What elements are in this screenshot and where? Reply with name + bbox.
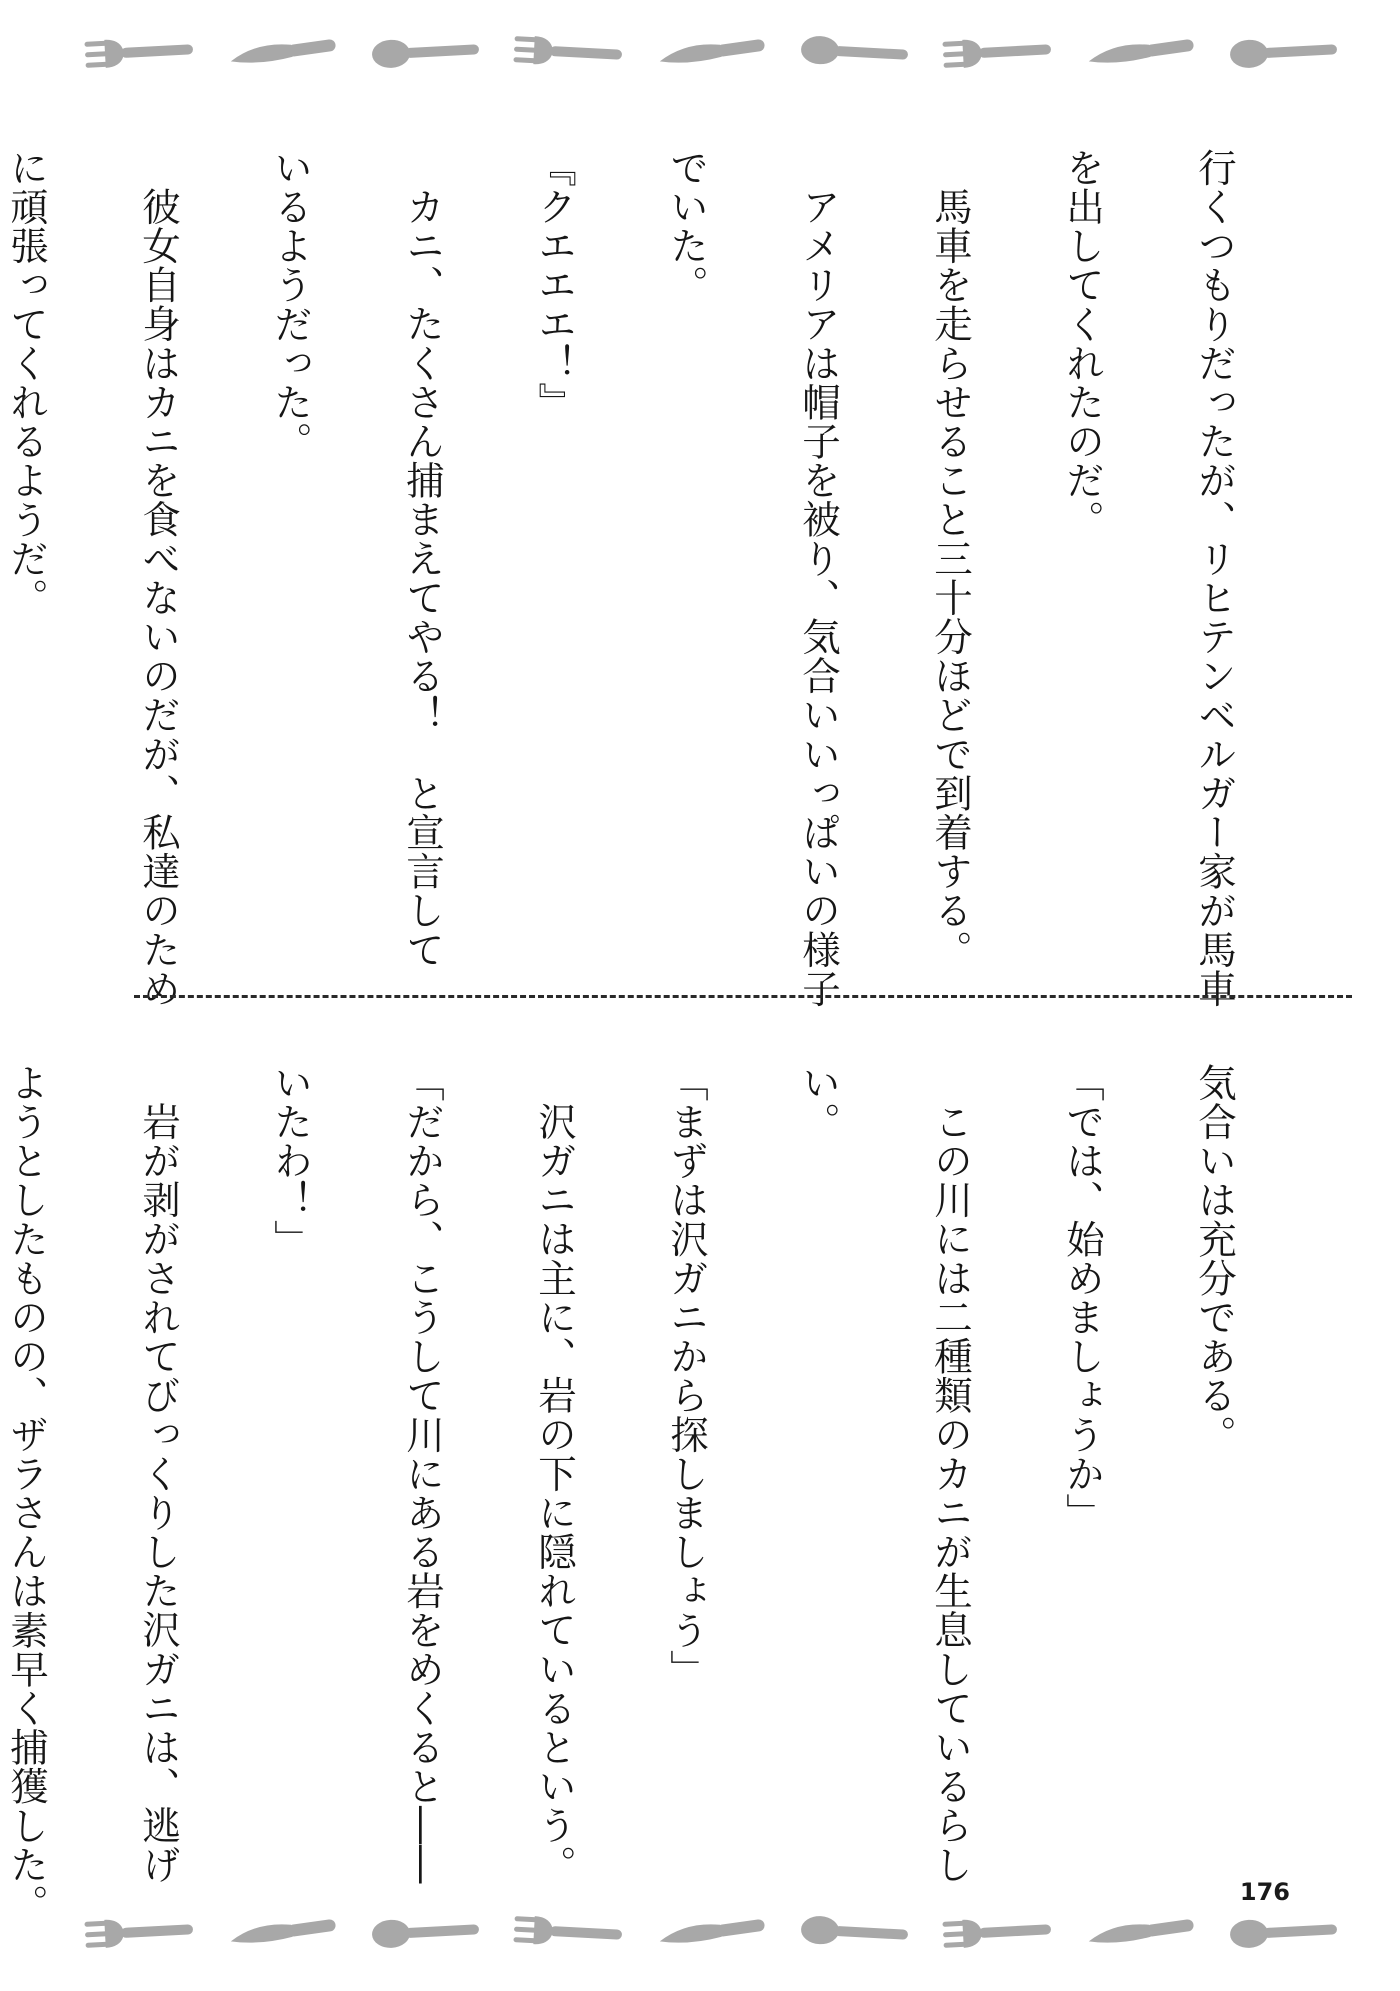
upper-text-block — [4, 148, 1280, 1009]
fork-icon — [942, 1911, 1054, 1953]
text-column: でいた。 — [664, 148, 709, 305]
text-column: い。 — [796, 1063, 841, 1142]
text-column: アメリアは帽子を被り、気合いいっぱいの様子 — [796, 186, 841, 1008]
spoon-icon — [799, 31, 911, 73]
spoon-icon — [370, 31, 482, 73]
text-column: 沢ガニは主に、岩の下に隠れているという。 — [532, 1101, 577, 1884]
knife-icon — [226, 1907, 340, 1958]
text-column: を出してくれたのだ。 — [1060, 148, 1105, 539]
text-column: 馬車を走らせること三十分ほどで到着する。 — [928, 186, 973, 969]
knife-icon — [226, 27, 340, 78]
cutlery-border-bottom — [0, 1880, 1400, 1990]
text-column: 岩が剥がされてびっくりした沢ガニは、逃げ — [136, 1101, 181, 1884]
text-column: 「では、始めましょうか」 — [1060, 1063, 1105, 1533]
text-column: カニ、たくさん捕まえてやる！ と宣言して — [400, 186, 445, 969]
fork-icon — [513, 31, 625, 73]
text-column: いたわ！」 — [268, 1063, 313, 1259]
text-column: ようとしたものの、ザラさんは素早く捕獲した。 — [4, 1063, 49, 1924]
spoon-icon — [370, 1911, 482, 1953]
knife-icon — [1084, 27, 1198, 78]
text-column: 「まずは沢ガニから探しましょう」 — [664, 1063, 709, 1689]
section-divider — [134, 995, 1352, 998]
spoon-icon — [1228, 31, 1340, 73]
knife-icon — [655, 1907, 769, 1958]
text-column: 彼女自身はカニを食べないのだが、私達のため — [136, 186, 181, 1008]
text-column: 「だから、こうして川にある岩をめくると―― — [400, 1063, 445, 1885]
fork-icon — [84, 1911, 196, 1953]
fork-icon — [513, 1911, 625, 1953]
spoon-icon — [799, 1911, 911, 1953]
page-number: 176 — [1239, 1878, 1290, 1906]
text-column: この川には二種類のカニが生息しているらし — [928, 1101, 973, 1884]
spoon-icon — [1228, 1911, 1340, 1953]
text-column: に頑張ってくれるようだ。 — [4, 148, 49, 618]
text-column: 行くつもりだったが、リヒテンベルガー家が馬車 — [1192, 148, 1237, 1009]
knife-icon — [655, 27, 769, 78]
fork-icon — [942, 31, 1054, 73]
knife-icon — [1084, 1907, 1198, 1958]
text-column: 『クエエエ！』 — [532, 148, 577, 422]
fork-icon — [84, 31, 196, 73]
cutlery-border-top — [0, 0, 1400, 110]
text-column: いるようだった。 — [268, 148, 313, 461]
text-column: 気合いは充分である。 — [1192, 1063, 1237, 1454]
